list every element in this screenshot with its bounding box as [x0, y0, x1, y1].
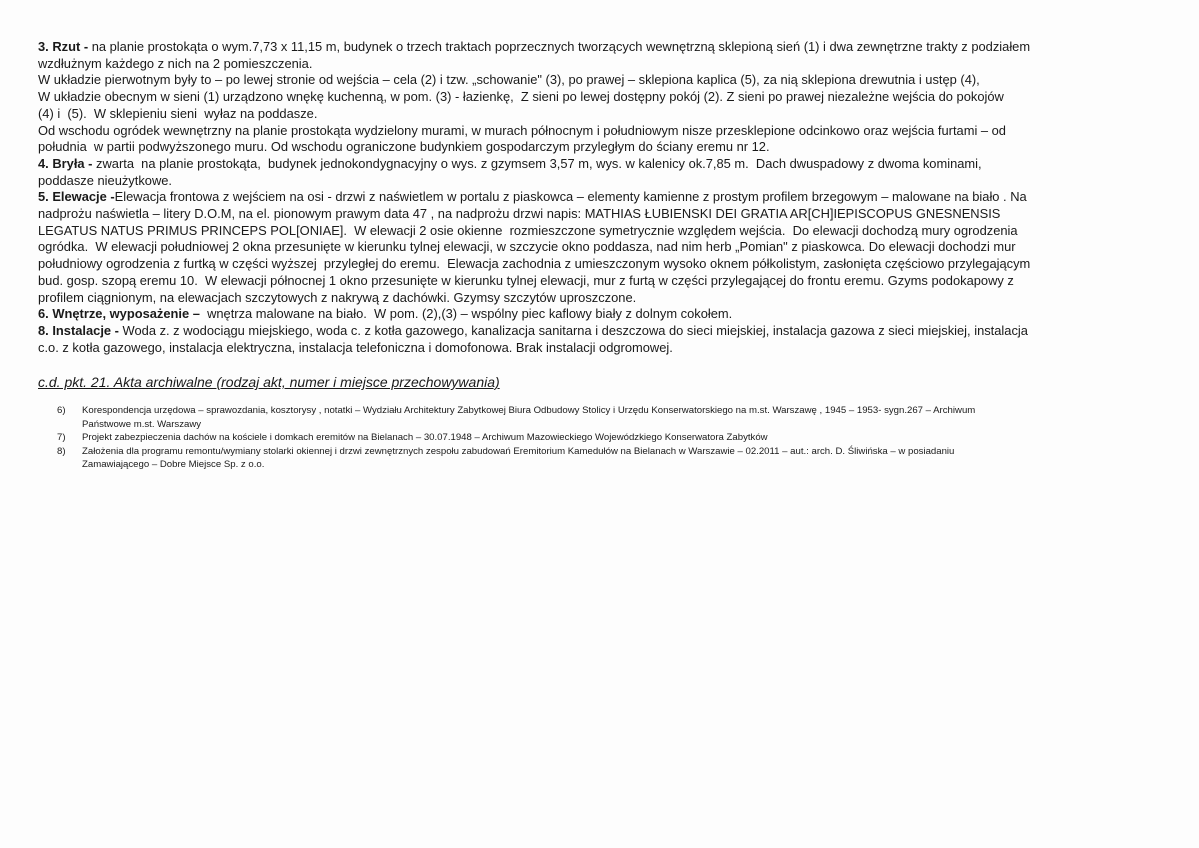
section-line	[38, 72, 1178, 89]
archive-item-text: Korespondencja urzędowa – sprawozdania, kosztorysy , notatki – Wydziału Architektury Zabytkowej Biura Odbudowy Stolicy i Urzędu Konserwatorskiego na m.st. Warszawę , 1945 – 1953- sygn.267 – Archiwum	[82, 405, 976, 416]
archive-item-text: Państwowe m.st. Warszawy	[82, 418, 202, 430]
section-text: c.o. z kotła gazowego, instalacja elektryczna, instalacja telefoniczna i domofonowa. Brak instalacji odgromowej.	[38, 339, 673, 355]
section-text: LEGATUS NATUS PRIMUS PRINCEPS POL[ONIAE]. W elewacji 2 osie okienne rozmieszczone symetrycznie względem wejścia. Do elewacji dochodzą mury ogrodzenia	[38, 222, 1018, 238]
section-text: Elewacja frontowa z wejściem na osi - drzwi z naświetlem w portalu z piaskowca – elementy kamienne z prostym profilem brzegowym – malowane na biało . Na	[114, 189, 1027, 205]
archive-item-text: Zamawiającego – Dobre Miejsce Sp. z o.o.	[82, 459, 265, 471]
archive-item-number	[57, 458, 82, 472]
section-line	[38, 173, 1178, 190]
archive-item-number: 7)	[57, 432, 66, 444]
section-text: Woda z. z wodociągu miejskiego, woda c. z kotła gazowego, kanalizacja sanitarna i deszczowa do sieci miejskiej, instalacja gazowa z sieci miejskiej, instalacja	[118, 322, 1028, 338]
section-text: W układzie obecnym w sieni (1) urządzono wnękę kuchenną, w pom. (3) - łazienkę, Z sieni po lewej dostępny pokój (2). Z sieni po prawej niezależne wejścia do pokojów	[38, 89, 1004, 105]
section-label: 4. Bryła -	[38, 155, 93, 171]
archive-item	[57, 458, 975, 472]
section-label: 3. Rzut -	[38, 39, 89, 54]
section-text: południa w partii podwyższonego muru. Od wschodu ograniczone budynkiem gospodarczym przyległym do ściany eremu nr 12.	[38, 139, 770, 155]
section-text: południowy ogrodzenia z furtką w części wyższej przyległej do eremu. Elewacja zachodnia z umieszczonym wysoko oknem półkolistym, zasłonięta częściowo przylegającym	[38, 256, 1031, 272]
section-line	[38, 239, 1178, 256]
section-line	[38, 290, 1178, 307]
section-line	[38, 123, 1178, 140]
section-line	[38, 106, 1178, 123]
section-line	[38, 139, 1178, 156]
archive-item-text: Projekt zabezpieczenia dachów na kościele i domkach eremitów na Bielanach – 30.07.1948 – Archiwum Mazowieckiego Wojewódzkiego Konserwatora Zabytków	[82, 432, 768, 444]
archive-item-number: 8)	[57, 445, 66, 457]
section-text: wzdłużnym każdego z nich na 2 pomieszczenia.	[38, 55, 313, 71]
section-line	[38, 323, 1178, 340]
section-text: profilem ciągnionym, na elewacjach szczytowych z nakrywą z dachówki. Gzymsy szczytów uproszczone.	[38, 289, 637, 305]
section-line	[38, 39, 1178, 56]
section-line	[38, 156, 1178, 173]
section-text: W układzie pierwotnym były to – po lewej stronie od wejścia – cela (2) i tzw. „schowanie" (3), po prawej – sklepiona kaplica (5), za nią sklepiona drewutnia i ustęp (4),	[38, 72, 980, 88]
archive-heading: c.d. pkt. 21. Akta archiwalne (rodzaj akt, numer i miejsce przechowywania)	[38, 374, 500, 390]
section-line	[38, 189, 1178, 206]
archive-item-text: Założenia dla programu remontu/wymiany stolarki okiennej i drzwi zewnętrznych zespołu zabudowań Eremitorium Kamedułów na Bielanach w Warszawie – 02.2011 – aut.: arch. D. Śliwińska – w posiadaniu	[82, 445, 955, 457]
section-text: wnętrza malowane na biało. W pom. (2),(3) – wspólny piec kaflowy biały z dolnym cokołem.	[199, 306, 733, 322]
section-line	[38, 56, 1178, 73]
archive-list	[57, 404, 975, 472]
archive-item	[57, 404, 975, 418]
archive-item-number: 6)	[57, 405, 66, 416]
section-text: Od wschodu ogródek wewnętrzny na planie prostokąta wydzielony murami, w murach północnym i południowym nisze przesklepione odcinkowo oraz wejścia furtami – od	[38, 122, 1006, 138]
archive-item	[57, 418, 975, 432]
section-line	[38, 206, 1178, 223]
section-label: 6. Wnętrze, wyposażenie –	[38, 306, 200, 322]
section-text: ogródka. W elewacji południowej 2 okna przesunięte w kierunku tylnej elewacji, w szczycie okno poddasza, nad nim herb „Pomian" z piaskowca. Do elewacji dochodzi mur	[38, 239, 1016, 255]
archive-item	[57, 431, 975, 445]
section-label: 8. Instalacje -	[38, 322, 119, 338]
section-text: zwarta na planie prostokąta, budynek jednokondygnacyjny o wys. z gzymsem 3,57 m, wys. w kalenicy ok.7,85 m. Dach dwuspadowy z dwoma kominami,	[92, 155, 982, 171]
archive-item	[57, 445, 975, 459]
section-text: nadprożu naświetla – litery D.O.M, na el. pionowym prawym data 47 , na nadprożu drzwi napis: MATHIAS ŁUBIENSKI DEI GRATIA AR[CH]IEPISCOPUS GNESNENSIS	[38, 206, 1001, 222]
section-line	[38, 273, 1178, 290]
archive-item-number	[57, 418, 82, 432]
document-body	[38, 39, 1178, 356]
section-text: poddasze nieużytkowe.	[38, 172, 173, 188]
section-line	[38, 340, 1178, 357]
section-line	[38, 89, 1178, 106]
section-line	[38, 223, 1178, 240]
section-text: bud. gosp. szopą eremu 10. W elewacji północnej 1 okno przesunięte w kierunku tylnej elewacji, mur z furtą w części przylegającej do frontu eremu. Gzyms podokapowy z	[38, 272, 1014, 288]
section-line	[38, 256, 1178, 273]
section-line	[38, 306, 1178, 323]
section-text: na planie prostokąta o wym.7,73 x 11,15 m, budynek o trzech traktach poprzecznych tworzących wewnętrzną sklepioną sień (1) i dwa zewnętrzne trakty z podziałem	[88, 39, 1031, 54]
section-label: 5. Elewacje -	[38, 189, 115, 205]
section-text: (4) i (5). W sklepieniu sieni wyłaz na poddasze.	[38, 105, 318, 121]
